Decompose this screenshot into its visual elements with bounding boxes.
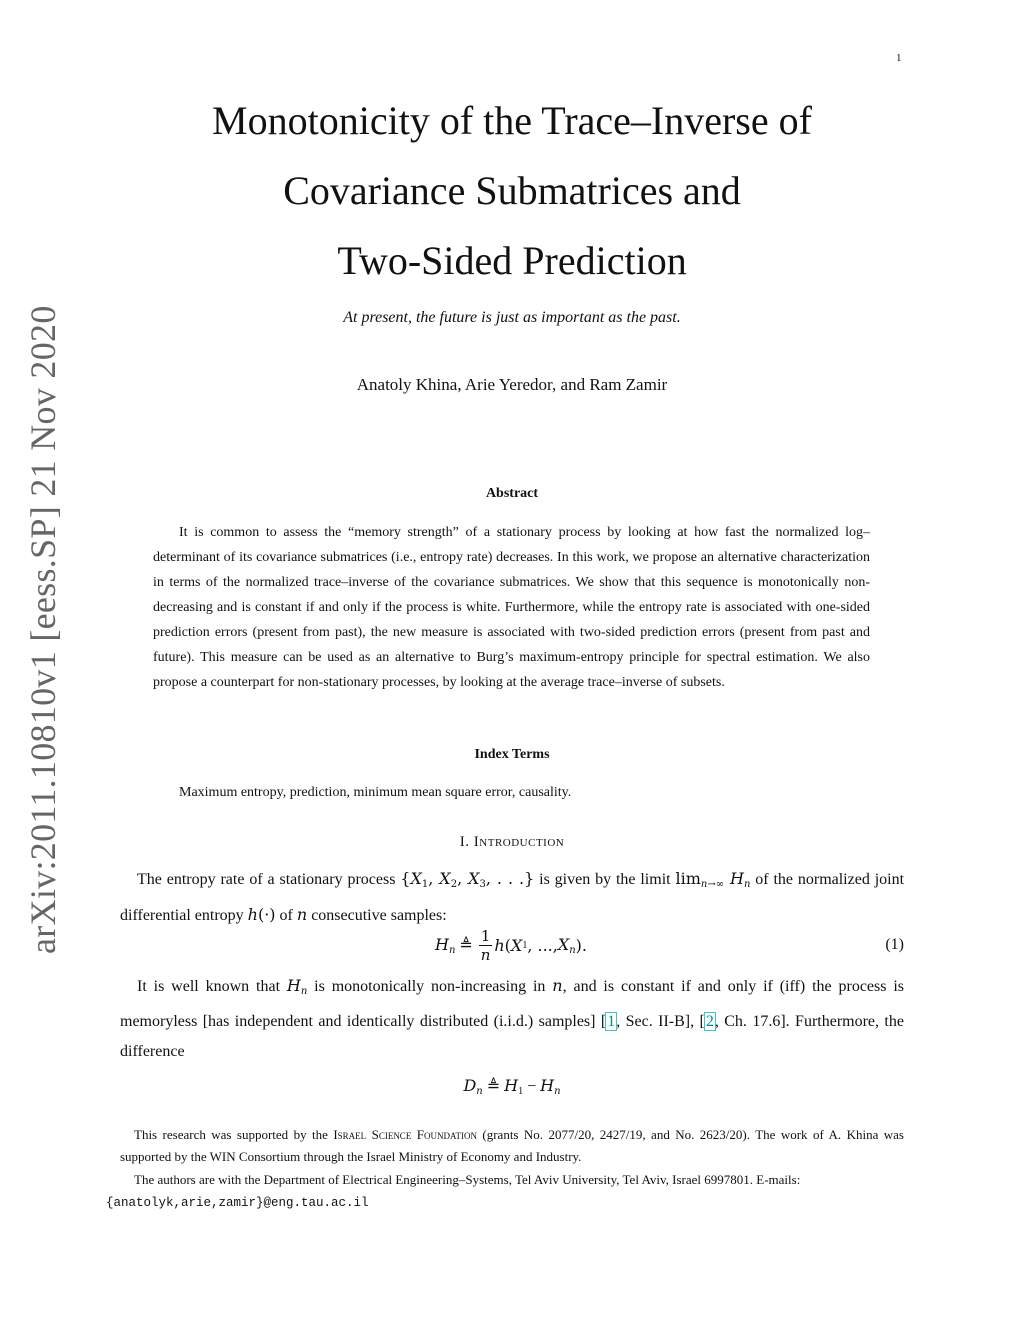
arxiv-identifier: arXiv:2011.10810v1 [eess.SP] 21 Nov 2020: [23, 305, 63, 954]
footnote-affiliation: [106, 1169, 904, 1214]
citation-link-1[interactable]: 1: [607, 1013, 616, 1030]
text-run: This research was supported by the: [134, 1127, 334, 1142]
equation-difference: $D_n$ ≜ $H_1 - H_n$: [463, 1076, 561, 1097]
text-run: The authors are with the Department of Electrical Engineering–Systems, Tel Aviv University, Tel Aviv, Israel 6997801. E-mails:: [134, 1172, 801, 1187]
funding-organization: Israel Science Foundation: [333, 1127, 477, 1142]
math-n: n: [552, 976, 563, 995]
math-n: n: [296, 905, 308, 924]
paper-title: [112, 86, 912, 296]
title-line-3: Two-Sided Prediction: [337, 238, 687, 283]
intro-paragraph-1: [120, 864, 904, 931]
equation-1-body: $H_n$ ≜ $\frac{1}{n}$ h ( X 1 , ..., $X_n$ ).: [435, 926, 587, 964]
text-run: (grants No. 2077/20, 2427/19, and No. 2623/20). The work of A. Khina was supported by the WIN Consortium through the Israel Ministry of Economy and Industry.: [120, 1127, 904, 1164]
text-run: , Ch. 17.6]. Furthermore, the difference: [120, 1013, 904, 1060]
intro-paragraph-2: [120, 971, 904, 1067]
text-run: of the normalized joint differential entropy: [120, 871, 905, 924]
section-title: Introduction: [473, 834, 565, 850]
text-run: is given by the limit: [534, 871, 676, 888]
abstract-heading: Abstract: [485, 486, 539, 501]
fraction-1-over-n: $\frac{1}{n}$: [480, 926, 491, 964]
math-hn: $H_n$: [286, 976, 308, 997]
equation-number: (1): [885, 936, 904, 953]
equation-1: [120, 922, 904, 968]
text-run: It is well known that: [137, 978, 287, 995]
title-line-1: Monotonicity of the Trace–Inverse of: [212, 98, 812, 143]
text-run: of: [275, 907, 297, 924]
text-run: is monotonically non-increasing in: [307, 978, 553, 995]
index-terms-heading: Index Terms: [474, 747, 550, 762]
epigraph: At present, the future is just as important as the past.: [343, 309, 681, 326]
math-process-set: {$X_1$, $X_2$, $X_3$, . . .}: [400, 869, 535, 890]
text-run: consecutive samples:: [307, 907, 447, 924]
page-number: 1: [896, 52, 902, 64]
section-heading: [112, 834, 912, 851]
math-limit: $\lim_{n\to\infty} H_n$: [675, 869, 751, 890]
section-number: I.: [459, 834, 470, 850]
text-run: The entropy rate of a stationary process: [137, 871, 401, 888]
email-addresses: {anatolyk,arie,zamir}@eng.tau.ac.il: [106, 1196, 369, 1210]
author-list: Anatoly Khina, Arie Yeredor, and Ram Zamir: [356, 375, 668, 394]
math-entropy-function: h(·): [247, 905, 276, 924]
citation-link-2[interactable]: 2: [705, 1013, 714, 1030]
footnote-funding: [120, 1124, 904, 1168]
text-run: , Sec. II-B], [: [616, 1013, 705, 1030]
title-line-2: Covariance Submatrices and: [283, 168, 741, 213]
index-terms-text: Maximum entropy, prediction, minimum mean square error, causality.: [179, 785, 572, 800]
text-run: , and is constant if and only if (iff) the process is memoryless [has independent and identically distributed (i.i.d.) samples] [: [120, 978, 905, 1030]
abstract-text: It is common to assess the “memory strength” of a stationary process by looking at how fast the normalized log–determinant of its covariance submatrices (i.e., entropy rate) decreases. In this work, we propose an alternative characterization in terms of the normalized trace–inverse of the covariance submatrices. We show that this sequence is monotonically non-decreasing and is constant if and only if the process is white. Furthermore, while the entropy rate is associated with one-sided prediction errors (present from past), the new measure is associated with two-sided prediction errors (present from past and future). This measure can be used as an alternative to Burg’s maximum-entropy principle for spectral estimation. We also propose a counterpart for non-stationary processes, by looking at the average trace–inverse of subsets.: [153, 525, 870, 690]
